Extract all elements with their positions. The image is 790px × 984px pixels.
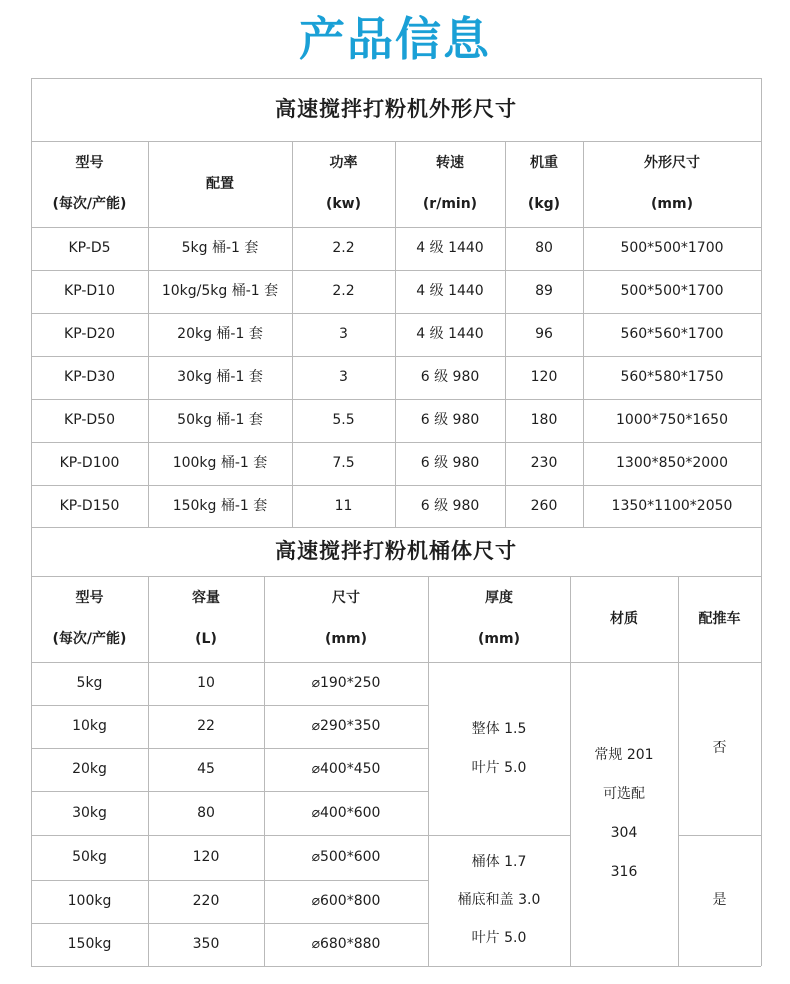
- table1-header-1: 配置: [206, 175, 234, 192]
- table1-header-2-line: (kw): [325, 196, 362, 212]
- table2-header-0: [31, 576, 148, 662]
- table1-header-3-line: (r/min): [422, 196, 478, 212]
- table2-cell-r1-c1: 22: [197, 718, 215, 735]
- table1-header-5-line: (mm): [651, 196, 693, 212]
- table1-cell-r5-c1: 100kg 桶-1 套: [172, 455, 268, 472]
- table1-header-4-line: (kg): [527, 196, 561, 212]
- table2-header-2-lines: [325, 589, 367, 649]
- table2-thickness-group1-line: 叶片 5.0: [471, 759, 527, 776]
- table1-cell-r1-c0: KP-D10: [64, 283, 115, 300]
- table2-col-line: [148, 576, 149, 966]
- table1-col-line: [505, 141, 506, 527]
- table1-cell-r3-c1: 30kg 桶-1 套: [177, 369, 263, 386]
- table1-cell-r2-c3: 4 级 1440: [416, 326, 484, 343]
- table2-cell-r6-c1: 350: [192, 936, 220, 953]
- table2-cell-r0-c0: 5kg: [76, 675, 103, 692]
- table2-cell-r1-c2: ⌀290*350: [311, 718, 381, 735]
- table1-cell-r6-c1: 150kg 桶-1 套: [172, 497, 268, 514]
- table2-cell-r3-c1: 80: [197, 804, 215, 821]
- table2-header-1-lines: [192, 589, 220, 649]
- table2-header-3-line: 厚度: [484, 590, 513, 607]
- table2-cell-r0-c2: ⌀190*250: [311, 675, 381, 692]
- table2-material-line: 304: [610, 825, 638, 841]
- table2-col-line: [428, 576, 429, 966]
- table1-col-line: [148, 141, 149, 527]
- table2-header-2-line: (mm): [325, 631, 367, 647]
- table1-cell-r6-c3: 6 级 980: [420, 497, 480, 514]
- table2-col-line: [264, 576, 265, 966]
- table2-cart-group2: 是: [712, 892, 727, 909]
- table2-title: 高速搅拌打粉机桶体尺寸: [275, 539, 517, 564]
- table1-header-5: [583, 141, 761, 227]
- table1-header-2-line: 功率: [329, 155, 358, 172]
- table1-cell-r2-c5: 560*560*1700: [620, 326, 724, 343]
- table1-cell-r4-c2: 5.5: [332, 412, 355, 429]
- table1-cell-r2-c2: 3: [339, 326, 348, 343]
- table2-row-divider: [31, 966, 428, 967]
- table1-cell-r5-c3: 6 级 980: [420, 455, 480, 472]
- table1-cell-r3-c4: 120: [530, 369, 558, 386]
- page-title: 产品信息: [299, 12, 491, 66]
- table2-bottom-line-right: [428, 966, 761, 967]
- table2-header-3: [428, 576, 570, 662]
- table2-cell-r5-c1: 220: [192, 893, 220, 910]
- table2-thickness-group1-lines: [472, 720, 527, 778]
- table2-material-lines: [594, 746, 653, 882]
- table2-thickness-group1-line: 整体 1.5: [471, 720, 527, 737]
- table1-cell-r6-c0: KP-D150: [59, 497, 120, 514]
- table1-cell-r1-c3: 4 级 1440: [416, 283, 484, 300]
- table1-cell-r4-c0: KP-D50: [64, 412, 115, 429]
- table1-header-0-line: 型号: [75, 155, 104, 172]
- table2-header-2-line: 尺寸: [331, 590, 360, 607]
- table1-cell-r5-c4: 230: [530, 455, 558, 472]
- table1-header-4-lines: [528, 154, 560, 214]
- table2-cell-r2-c2: ⌀400*450: [311, 761, 381, 778]
- table1-header-3-line: 转速: [435, 155, 464, 172]
- table2-cart-group1: 否: [712, 740, 727, 757]
- table2-cell-r4-c0: 50kg: [72, 849, 107, 866]
- table2-header-2: [264, 576, 428, 662]
- table2-cell-r2-c0: 20kg: [72, 761, 107, 778]
- table1-header-3: [395, 141, 505, 227]
- table2-cell-r4-c2: ⌀500*600: [311, 849, 381, 866]
- table2-header-1: [148, 576, 264, 662]
- table2-material-line: 316: [610, 863, 638, 880]
- table1-header-0: [31, 141, 148, 227]
- table2-col-line: [31, 527, 32, 966]
- table1-cell-r2-c1: 20kg 桶-1 套: [177, 326, 263, 343]
- table1-header-2: [292, 141, 395, 227]
- table2-header-1-line: (L): [195, 631, 217, 647]
- table2-thickness-group2-line: 桶体 1.7: [471, 854, 527, 871]
- table1-header-2-lines: [326, 154, 361, 214]
- table1-col-line: [292, 141, 293, 527]
- table2-cell-r2-c1: 45: [197, 761, 215, 778]
- table2-cell-r5-c0: 100kg: [67, 893, 112, 910]
- table1-header-5-line: 外形尺寸: [644, 155, 700, 172]
- table2-col-line: [570, 576, 571, 966]
- table2-header-1-line: 容量: [192, 590, 220, 607]
- table1-cell-r1-c1: 10kg/5kg 桶-1 套: [161, 283, 279, 300]
- table1-cell-r5-c0: KP-D100: [59, 455, 120, 472]
- table1-cell-r0-c5: 500*500*1700: [620, 240, 724, 257]
- table1-cell-r1-c4: 89: [535, 283, 553, 300]
- table1-cell-r0-c0: KP-D5: [68, 240, 111, 257]
- table1-cell-r3-c5: 560*580*1750: [620, 369, 724, 386]
- table2-thickness-group2-lines: [458, 853, 541, 948]
- table1-cell-r2-c4: 96: [535, 326, 553, 343]
- table2-cell-r6-c2: ⌀680*880: [311, 936, 381, 953]
- table2-thickness-group1: [428, 662, 570, 835]
- table1-cell-r6-c5: 1350*1100*2050: [611, 497, 733, 514]
- table1-header-4: [505, 141, 583, 227]
- table1-cell-r4-c4: 180: [530, 412, 558, 429]
- table2-cell-r5-c2: ⌀600*800: [311, 893, 381, 910]
- table2-thickness-group2: [428, 835, 570, 966]
- table1-cell-r4-c1: 50kg 桶-1 套: [177, 412, 263, 429]
- table2-thickness-group2-line: 叶片 5.0: [471, 929, 527, 946]
- table1-cell-r0-c4: 80: [535, 240, 553, 257]
- table2-cell-r3-c0: 30kg: [72, 804, 107, 821]
- table1-cell-r5-c5: 1300*850*2000: [616, 455, 728, 472]
- table2-col-line: [678, 576, 679, 966]
- table1-cell-r6-c4: 260: [530, 497, 558, 514]
- table2-cell-r0-c1: 10: [197, 675, 215, 692]
- table1-header-3-lines: [423, 154, 477, 214]
- table1-header-5-lines: [644, 154, 700, 214]
- table2-material-line: 常规 201: [594, 747, 654, 764]
- table2-thickness-group2-line: 桶底和盖 3.0: [457, 892, 541, 909]
- table1-col-line: [395, 141, 396, 527]
- table2-material-line: 可选配: [602, 786, 645, 803]
- table1-cell-r1-c5: 500*500*1700: [620, 283, 724, 300]
- table1-cell-r0-c1: 5kg 桶-1 套: [181, 240, 259, 257]
- table1-cell-r3-c3: 6 级 980: [420, 369, 480, 386]
- table2-cart-divider: [678, 835, 761, 836]
- table2-cell-r1-c0: 10kg: [72, 718, 107, 735]
- table2-cell-r6-c0: 150kg: [67, 936, 112, 953]
- table1-cell-r3-c0: KP-D30: [64, 369, 115, 386]
- table1-cell-r2-c0: KP-D20: [64, 326, 115, 343]
- table2-header-0-line: (每次/产能): [52, 631, 127, 647]
- table1-title: 高速搅拌打粉机外形尺寸: [275, 97, 517, 122]
- table1-cell-r0-c3: 4 级 1440: [416, 240, 484, 257]
- table1-cell-r6-c2: 11: [334, 497, 353, 514]
- table2-cell-r4-c1: 120: [192, 849, 220, 866]
- table1-cell-r0-c2: 2.2: [332, 240, 355, 257]
- table1-col-line: [31, 78, 32, 527]
- table1-header-0-lines: [53, 154, 127, 214]
- table2-header-0-lines: [53, 589, 127, 649]
- table2-material: [570, 662, 678, 966]
- table2-thickness-divider: [428, 835, 570, 836]
- table1-cell-r1-c2: 2.2: [332, 283, 355, 300]
- table2-header-0-line: 型号: [75, 590, 104, 607]
- table1-col-line: [761, 78, 762, 527]
- table2-header-5: 配推车: [698, 610, 741, 627]
- table2-header-3-line: (mm): [478, 631, 520, 647]
- table1-header-4-line: 机重: [529, 155, 558, 172]
- table2-header-4: 材质: [610, 610, 638, 627]
- table1-cell-r3-c2: 3: [339, 369, 348, 386]
- table2-header-3-lines: [478, 589, 520, 649]
- table2-cell-r3-c2: ⌀400*600: [311, 804, 381, 821]
- table1-col-line: [583, 141, 584, 527]
- table1-cell-r5-c2: 7.5: [332, 455, 355, 472]
- table1-cell-r4-c3: 6 级 980: [420, 412, 480, 429]
- table1-header-0-line: (每次/产能): [52, 196, 127, 212]
- table2-col-line: [761, 527, 762, 966]
- table1-cell-r4-c5: 1000*750*1650: [616, 412, 728, 429]
